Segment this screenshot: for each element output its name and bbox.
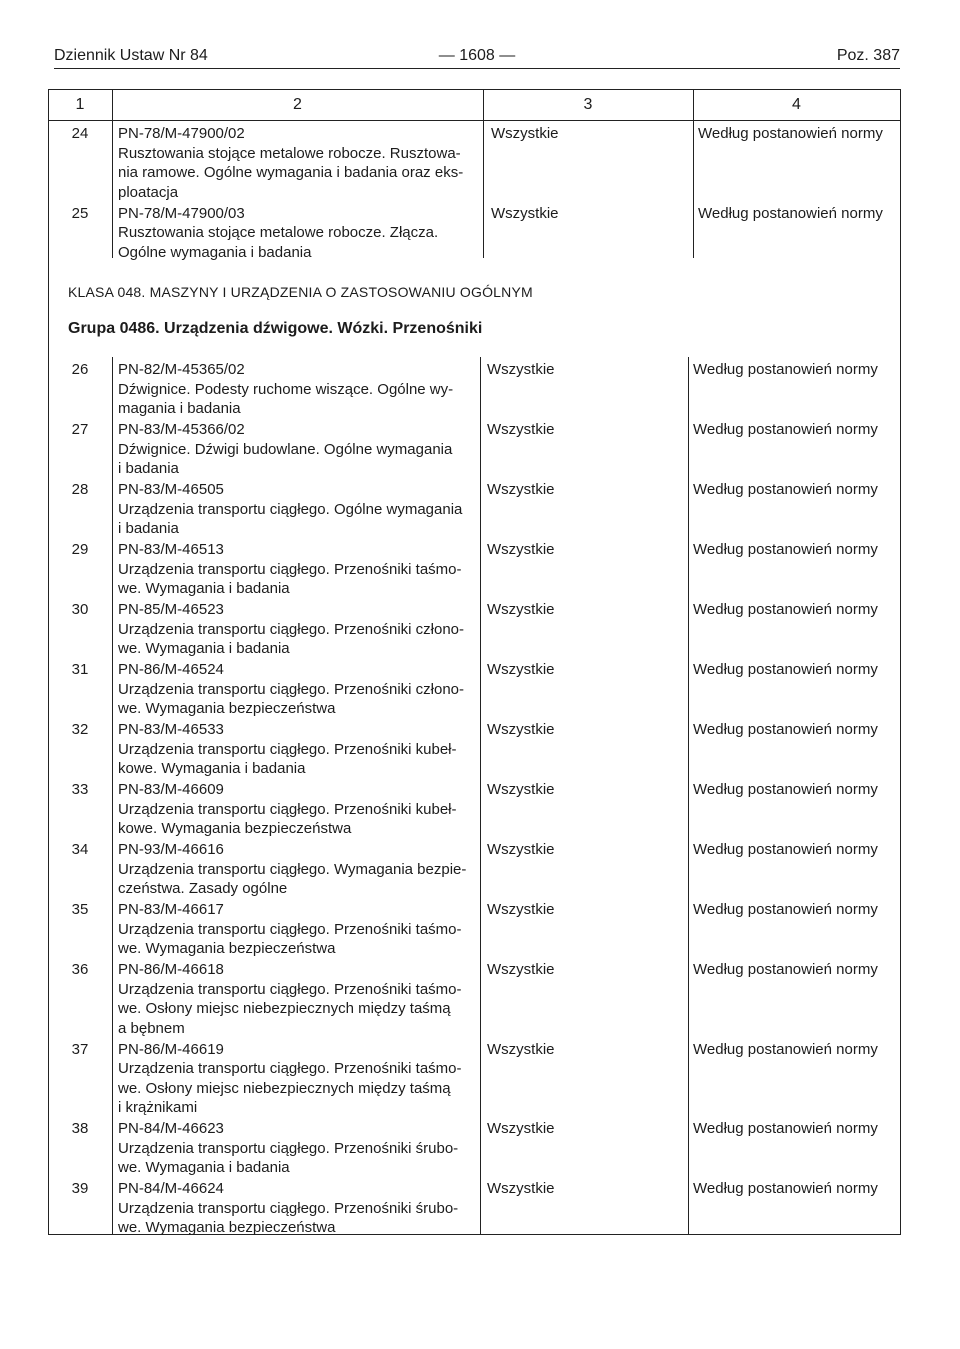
requirement-cell: Według postanowień normy — [693, 661, 878, 678]
scope-cell: Wszystkie — [487, 721, 555, 738]
standard-title-line: we. Wymagania bezpieczeństwa — [118, 700, 336, 717]
standard-title-line: kowe. Wymagania bezpieczeństwa — [118, 820, 352, 837]
requirement-cell: Według postanowień normy — [693, 1120, 878, 1137]
table-right-border — [900, 89, 901, 1235]
column-separator — [693, 120, 694, 258]
standard-code: PN-86/M-46619 — [118, 1040, 224, 1058]
row-number: 35 — [71, 901, 89, 918]
standard-description — [118, 960, 476, 1038]
standard-title-line: Ogólne wymagania i badania — [118, 243, 312, 261]
standard-title-line: Urządzenia transportu ciągłego. Przenośniki śrubo- — [118, 1199, 459, 1217]
row-number: 34 — [71, 841, 89, 858]
requirement-cell: Według postanowień normy — [693, 1180, 878, 1197]
standard-code: PN-85/M-46523 — [118, 601, 224, 618]
table-header-border — [48, 120, 900, 121]
scope-cell: Wszystkie — [487, 421, 555, 438]
scope-cell: Wszystkie — [487, 361, 555, 378]
table-top-border — [48, 89, 900, 90]
standard-title-line: kowe. Wymagania i badania — [118, 760, 306, 777]
column-separator — [112, 120, 113, 258]
row-number: 38 — [71, 1120, 89, 1137]
standard-code: PN-84/M-46624 — [118, 1180, 224, 1197]
requirement-cell: Według postanowień normy — [693, 541, 878, 558]
standard-title-line: Urządzenia transportu ciągłego. Przenośniki kubeł- — [118, 740, 457, 758]
standard-title-line: magania i badania — [118, 400, 241, 417]
column-separator — [688, 357, 689, 1234]
standard-code: PN-86/M-46524 — [118, 661, 224, 678]
column-separator — [112, 357, 113, 1234]
standard-description — [118, 1040, 476, 1118]
standard-description — [118, 1119, 476, 1178]
standard-description — [118, 600, 476, 659]
row-number: 30 — [71, 601, 89, 618]
requirement-cell: Według postanowień normy — [693, 421, 878, 438]
row-number: 31 — [71, 661, 89, 678]
scope-cell: Wszystkie — [487, 481, 555, 498]
row-number: 25 — [71, 204, 89, 222]
standard-description — [118, 204, 478, 263]
standard-title-line: Urządzenia transportu ciągłego. Przenośniki śrubo- — [118, 1139, 459, 1157]
row-number: 33 — [71, 781, 89, 798]
scope-cell: Wszystkie — [487, 901, 555, 918]
requirement-cell: Według postanowień normy — [693, 961, 878, 978]
standard-description — [118, 660, 476, 719]
standard-title-line: Dźwignice. Podesty ruchome wiszące. Ogólne wy- — [118, 380, 454, 398]
standard-title-line: i badania — [118, 460, 179, 477]
standard-title-line: Urządzenia transportu ciągłego. Wymagania bezpie- — [118, 860, 467, 878]
standard-title-line: Urządzenia transportu ciągłego. Przenośniki człono- — [118, 620, 465, 638]
standard-title-line: Urządzenia transportu ciągłego. Przenośniki kubeł- — [118, 800, 457, 818]
requirement-cell: Według postanowień normy — [698, 204, 883, 222]
standard-description — [118, 124, 478, 202]
requirement-cell: Według postanowień normy — [693, 361, 878, 378]
requirement-cell: Według postanowień normy — [693, 601, 878, 618]
row-number: 37 — [71, 1040, 89, 1058]
group-heading: Grupa 0486. Urządzenia dźwigowe. Wózki. Przenośniki — [68, 320, 483, 337]
standard-description — [118, 480, 476, 539]
standard-title-line: czeństwa. Zasady ogólne — [118, 880, 288, 897]
standard-description — [118, 540, 476, 599]
standard-title-line: Urządzenia transportu ciągłego. Przenośniki człono- — [118, 680, 465, 698]
position-number: Poz. 387 — [836, 47, 900, 64]
scope-cell: Wszystkie — [487, 1040, 555, 1058]
row-number: 29 — [71, 541, 89, 558]
scope-cell: Wszystkie — [487, 841, 555, 858]
header-rule — [54, 68, 900, 69]
row-number: 36 — [71, 961, 89, 978]
column-separator — [480, 357, 481, 1234]
requirement-cell: Według postanowień normy — [693, 841, 878, 858]
page-header — [54, 45, 900, 67]
standard-title-line: ploatacja — [118, 183, 179, 201]
standard-description — [118, 420, 476, 479]
requirement-cell: Według postanowień normy — [693, 781, 878, 798]
standard-code: PN-84/M-46623 — [118, 1120, 224, 1137]
standard-code: PN-83/M-46609 — [118, 781, 224, 798]
standard-code: PN-78/M-47900/03 — [118, 204, 245, 222]
standard-title-line: we. Osłony miejsc niebezpiecznych między taśmą — [118, 1079, 451, 1097]
row-number: 26 — [71, 361, 89, 378]
column-header-4: 4 — [792, 96, 801, 113]
row-number: 39 — [71, 1180, 89, 1197]
column-separator — [483, 120, 484, 258]
standard-description — [118, 840, 476, 899]
column-header-1: 1 — [75, 96, 85, 113]
standard-title-line: we. Osłony miejsc niebezpiecznych między taśmą — [118, 1000, 451, 1017]
requirement-cell: Według postanowień normy — [698, 125, 883, 142]
standard-code: PN-78/M-47900/02 — [118, 125, 245, 142]
page-number: — 1608 — — [438, 47, 516, 64]
requirement-cell: Według postanowień normy — [693, 721, 878, 738]
standard-code: PN-83/M-46533 — [118, 721, 224, 738]
scope-cell: Wszystkie — [487, 541, 555, 558]
standard-title-line: we. Wymagania i badania — [118, 580, 290, 597]
standard-title-line: nia ramowe. Ogólne wymagania i badania oraz eks- — [118, 164, 464, 181]
scope-cell: Wszystkie — [487, 601, 555, 618]
standard-description — [118, 360, 476, 419]
standard-title-line: Urządzenia transportu ciągłego. Ogólne wymagania — [118, 500, 463, 518]
standard-title-line: Rusztowania stojące metalowe robocze. Złącza. — [118, 224, 439, 241]
row-number: 28 — [71, 481, 89, 498]
standard-title-line: we. Wymagania bezpieczeństwa — [118, 1219, 336, 1236]
standard-code: PN-83/M-45366/02 — [118, 421, 245, 438]
requirement-cell: Według postanowień normy — [693, 901, 878, 918]
standard-title-line: we. Wymagania i badania — [118, 1159, 290, 1176]
class-heading: KLASA 048. MASZYNY I URZĄDZENIA O ZASTOSOWANIU OGÓLNYM — [68, 284, 533, 300]
row-number: 24 — [71, 125, 89, 142]
standard-code: PN-93/M-46616 — [118, 841, 224, 858]
standard-title-line: i krążnikami — [118, 1099, 198, 1116]
standard-description — [118, 780, 476, 839]
column-header-2: 2 — [293, 96, 302, 113]
standard-code: PN-86/M-46618 — [118, 961, 224, 978]
scope-cell: Wszystkie — [487, 1180, 555, 1197]
row-number: 27 — [71, 421, 89, 438]
scope-cell: Wszystkie — [487, 961, 555, 978]
scope-cell: Wszystkie — [491, 125, 559, 142]
standard-title-line: Dźwignice. Dźwigi budowlane. Ogólne wymagania — [118, 440, 453, 458]
standard-description — [118, 1179, 476, 1238]
row-number: 32 — [71, 721, 89, 738]
standard-title-line: we. Wymagania i badania — [118, 640, 290, 657]
standard-code: PN-83/M-46505 — [118, 481, 224, 498]
standard-title-line: we. Wymagania bezpieczeństwa — [118, 940, 336, 957]
standard-code: PN-83/M-46513 — [118, 541, 224, 558]
requirement-cell: Według postanowień normy — [693, 1040, 878, 1058]
scope-cell: Wszystkie — [487, 1120, 555, 1137]
standard-title-line: i badania — [118, 520, 179, 537]
scope-cell: Wszystkie — [487, 781, 555, 798]
standard-title-line: Urządzenia transportu ciągłego. Przenośniki taśmo- — [118, 980, 462, 998]
standard-title-line: a bębnem — [118, 1019, 185, 1037]
standard-title-line: Urządzenia transportu ciągłego. Przenośniki taśmo- — [118, 1060, 462, 1077]
requirement-cell: Według postanowień normy — [693, 481, 878, 498]
standard-title-line: Rusztowania stojące metalowe robocze. Rusztowa- — [118, 144, 461, 162]
standard-title-line: Urządzenia transportu ciągłego. Przenośniki taśmo- — [118, 920, 462, 938]
column-header-3: 3 — [583, 96, 593, 113]
standard-description — [118, 900, 476, 959]
standard-description — [118, 720, 476, 779]
standard-code: PN-82/M-45365/02 — [118, 361, 245, 378]
journal-title: Dziennik Ustaw Nr 84 — [54, 47, 208, 64]
scope-cell: Wszystkie — [487, 661, 555, 678]
standard-title-line: Urządzenia transportu ciągłego. Przenośniki taśmo- — [118, 560, 462, 578]
standard-code: PN-83/M-46617 — [118, 901, 224, 918]
scope-cell: Wszystkie — [491, 204, 559, 222]
